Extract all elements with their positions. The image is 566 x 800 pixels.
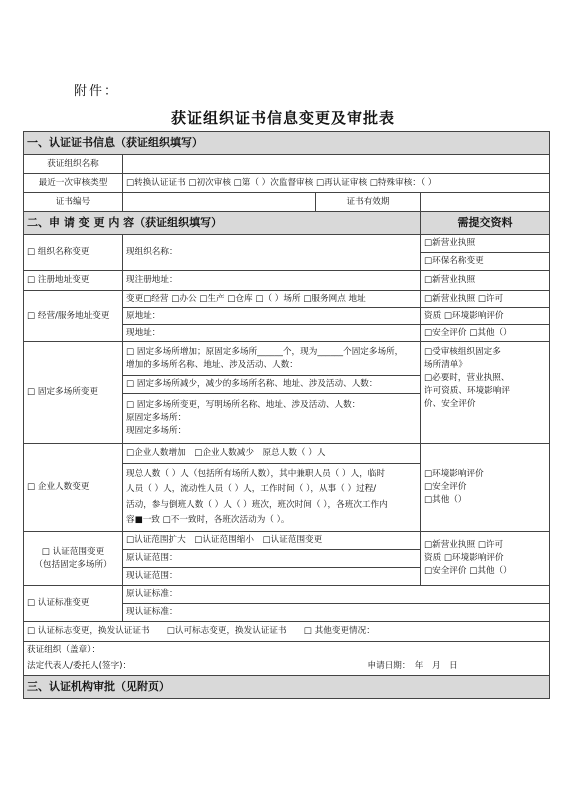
section3-header-row (24, 676, 550, 699)
fixed-increase[interactable] (123, 342, 421, 376)
last-audit-row (24, 174, 550, 193)
people-line2: 现总人数（ ）人（包括所有场所人数），其中兼职人员（ ）人，临时 (126, 468, 385, 479)
attachment-label: 附件： (74, 84, 120, 99)
scope-change-line1: □ 认证范围变更 (41, 546, 105, 557)
scope-change-line2: （包括固定多场所） (34, 559, 112, 570)
scope-line2[interactable]: 原认证范围： (123, 550, 421, 568)
fixed-mat4: 许可资质、环境影响评 (424, 385, 510, 396)
org-name-current[interactable]: 现组织名称： (123, 235, 421, 271)
section1-header-row (24, 132, 550, 155)
std-change-row (24, 586, 550, 604)
biz-line3[interactable]: 现地址： (123, 325, 421, 342)
scope-change-row (24, 532, 550, 550)
last-audit-label: 最近一次审核类型 (24, 174, 123, 193)
fixed-change-checkbox[interactable]: □ 固定多场所变更 (24, 342, 123, 444)
biz-change-row (24, 291, 550, 308)
fixed-mat1: □受审核组织固定多 (424, 347, 501, 357)
cert-no-label: 证书编号 (24, 193, 123, 212)
scope-mat1: □新营业执照 □许可 (424, 540, 504, 551)
biz-line1[interactable]: 变更□经营 □办公 □生产 □仓库 □（ ）场所 □服务网点 地址 (123, 291, 421, 308)
cert-valid-label: 证书有效期 (316, 193, 421, 212)
addr-change-row (24, 271, 550, 291)
org-name-change-checkbox[interactable]: □ 组织名称变更 (24, 235, 123, 271)
people-line1[interactable]: □企业人数增加 □企业人数减少 原总人数（ ）人 (123, 444, 421, 464)
org-name-row (24, 155, 550, 174)
fixed-change-row (24, 342, 550, 376)
fixed-inc-line2: 增加的多场所名称、地址、涉及活动、人数： (126, 359, 298, 370)
cert-valid-value[interactable] (421, 193, 550, 212)
std-change-checkbox[interactable]: □ 认证标准变更 (24, 586, 123, 622)
section2-header-row (24, 212, 550, 235)
fixed-mat2: 场所清单》 (424, 359, 467, 370)
people-mat1: □环境影响评价 (424, 469, 484, 480)
std-line1[interactable]: 原认证标准： (123, 586, 550, 604)
cert-row (24, 193, 550, 212)
scope-mat2: 资质 □环境影响评价 (424, 553, 504, 564)
rep-sign-row (24, 659, 550, 676)
fixed-chg-line3: 现固定多场所： (126, 425, 187, 436)
org-name-change-row (24, 235, 550, 253)
section3-header: 三、认证机构审批（见附页） (24, 676, 550, 699)
people-line3: 人员（ ）人，流动性人员（ ）人，工作时间（ ），从事（ ）过程/ (126, 484, 377, 495)
scope-mat3: □安全评价 □其他（） (424, 565, 512, 576)
fixed-mat5: 价、安全评价 (424, 398, 476, 409)
fixed-chg-line1: □ 固定多场所变更，写明场所名称、地址、涉及活动、人数： (126, 400, 361, 411)
audit-type-options[interactable]: □转换认证证书 □初次审核 □第（ ）次监督审核 □再认证审核 □特殊审核：（ ） (123, 174, 550, 193)
people-change-checkbox[interactable]: □ 企业人数变更 (24, 444, 123, 532)
people-mat2: □安全评价 (424, 482, 467, 493)
org-name-label: 获证组织名称 (24, 155, 123, 174)
fixed-chg-line2: 原固定多场所： (126, 413, 187, 424)
section1-header: 一、认证证书信息（获证组织填写） (24, 132, 550, 155)
fixed-modify[interactable] (123, 394, 421, 444)
scope-line1[interactable]: □认证范围扩大 □认证范围缩小 □认证范围变更 (123, 532, 421, 550)
biz-mat3[interactable]: □安全评价 □其他（） (421, 325, 550, 342)
mark-change-options[interactable]: □ 认证标志变更，换发认证证书 □认可标志变更，换发认证证书 □ 其他变更情况： (24, 622, 550, 642)
addr-change-checkbox[interactable]: □ 注册地址变更 (24, 271, 123, 291)
scope-materials[interactable] (421, 532, 550, 586)
org-seal[interactable]: 获证组织（盖章）： (24, 642, 550, 659)
addr-mat[interactable]: □新营业执照 (421, 271, 550, 291)
people-line5: 容■一致 □不一致时，各班次活动为（ ）。 (126, 514, 290, 525)
apply-date[interactable]: 申请日期： 年 月 日 (346, 659, 550, 676)
org-name-value[interactable] (123, 155, 550, 174)
org-name-mat2[interactable]: □环保名称变更 (421, 253, 550, 271)
cert-no-value[interactable] (123, 193, 316, 212)
biz-mat2[interactable]: 资质 □环境影响评价 (421, 308, 550, 325)
std-line2[interactable]: 现认证标准： (123, 604, 550, 622)
people-change-row (24, 444, 550, 464)
mark-change-row (24, 622, 550, 642)
fixed-decrease[interactable]: □ 固定多场所减少，减少的多场所名称、地址、涉及活动、人数： (123, 376, 421, 394)
people-line4: 活动，参与倒班人数（ ）人（ ）班次，班次时间（ ），各班次工作内 (126, 499, 388, 510)
fixed-inc-line1: □ 固定多场所增加；原固定多场所______个，现为______个固定多场所， (126, 346, 404, 357)
materials-header: 需提交资料 (421, 212, 550, 235)
org-name-mat1[interactable]: □新营业执照 (421, 235, 550, 253)
biz-line2[interactable]: 原地址： (123, 308, 421, 325)
people-mat3: □其他（） (424, 494, 467, 505)
people-detail[interactable] (123, 464, 421, 532)
form-title: 获证组织证书信息变更及审批表 (170, 109, 395, 127)
rep-signature[interactable]: 法定代表人/委托人(签字)： (24, 659, 346, 676)
change-approval-form (23, 131, 550, 699)
scope-change-checkbox[interactable] (24, 532, 123, 586)
fixed-mat3: □必要时，营业执照、 (424, 372, 510, 383)
fixed-materials[interactable] (421, 342, 550, 444)
scope-line3[interactable]: 现认证范围： (123, 568, 421, 586)
section2-header: 二、申 请 变 更 内 容（获证组织填写） (24, 212, 421, 235)
biz-mat1[interactable]: □新营业执照 □许可 (421, 291, 550, 308)
biz-change-checkbox[interactable]: □ 经营/服务地址变更 (24, 291, 123, 342)
people-materials[interactable] (421, 444, 550, 532)
addr-current[interactable]: 现注册地址： (123, 271, 421, 291)
org-sign-row (24, 642, 550, 659)
